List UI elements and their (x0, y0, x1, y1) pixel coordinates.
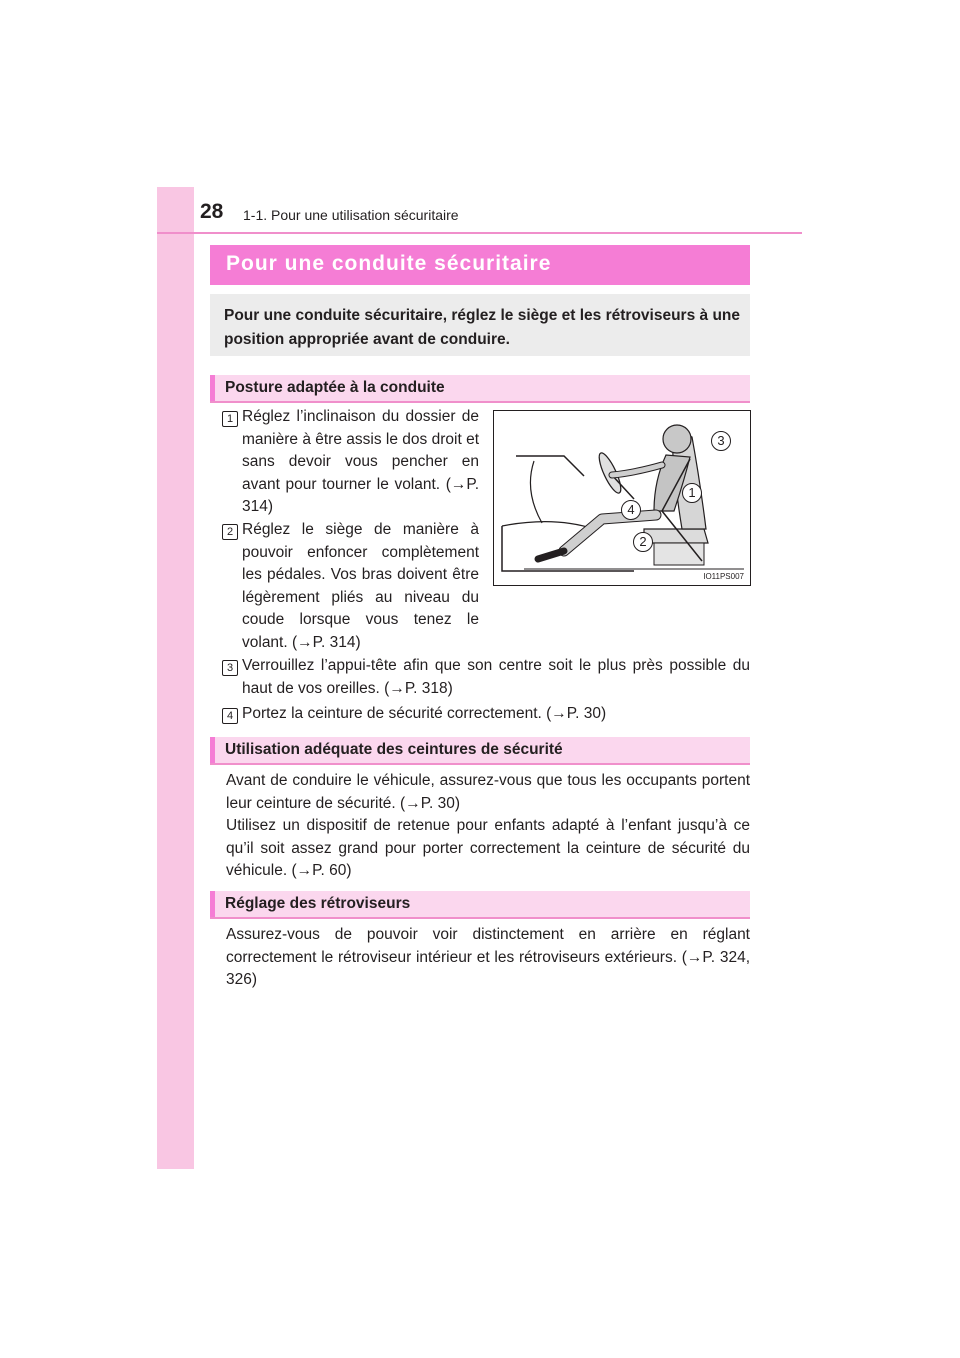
section-heading-posture (210, 375, 750, 403)
callout-1: 1 (682, 483, 702, 503)
section-heading-seatbelts (210, 737, 750, 765)
page-number: 28 (200, 200, 224, 223)
section-heading-text: Posture adaptée à la conduite (225, 379, 445, 396)
step-number-1: 1 (222, 411, 238, 427)
step-number-2: 2 (222, 524, 238, 540)
callout-2: 2 (633, 532, 653, 552)
side-color-strip (157, 187, 194, 1169)
mirrors-paragraph: Assurez-vous de pouvoir voir distinctement en arrière en réglant correctement le rétroviseur intérieur et les rétroviseurs extérieurs. (→P. 324, 326) (226, 926, 750, 988)
step-text-3: Verrouillez l’appui-tête afin que son centre soit le plus près possible du haut de vos oreilles. (→P. 318) (242, 657, 750, 697)
step-number-3: 3 (222, 660, 238, 676)
step-text-1: Réglez l’inclinaison du dossier de manière à être assis le dos droit et sans devoir vous pencher en avant pour tourner le volant. (→P. 314) (242, 408, 479, 515)
page-title-bar (210, 245, 750, 285)
intro-text: Pour une conduite sécuritaire, réglez le siège et les rétroviseurs à une position appropriée avant de conduire. (224, 307, 740, 348)
figure-code: IO11PS007 (703, 572, 744, 581)
intro-box (210, 294, 750, 356)
chapter-title: 1-1. Pour une utilisation sécuritaire (243, 207, 459, 223)
callout-3: 3 (711, 431, 731, 451)
section-heading-mirrors (210, 891, 750, 919)
callout-4: 4 (621, 500, 641, 520)
seatbelt-paragraph-2: Utilisez un dispositif de retenue pour enfants adapté à l’enfant jusqu’à ce qu’il soit assez grand pour porter correctement la ceinture de sécurité du véhicule. (→P. 60) (226, 817, 750, 879)
section-heading-text: Utilisation adéquate des ceintures de sécurité (225, 741, 563, 758)
page-title: Pour une conduite sécuritaire (226, 252, 552, 275)
driving-posture-illustration (493, 410, 751, 586)
header-divider (157, 232, 802, 234)
seatbelt-paragraph-1: Avant de conduire le véhicule, assurez-vous que tous les occupants portent leur ceinture de sécurité. (→P. 30) (226, 772, 750, 812)
step-text-4: Portez la ceinture de sécurité correctement. (→P. 30) (242, 705, 607, 722)
step-number-4: 4 (222, 708, 238, 724)
step-text-2: Réglez le siège de manière à pouvoir enfoncer complètement les pédales. Vos bras doivent être légèrement pliés au niveau du coude lorsque vous tenez le volant. (→P. 314) (242, 521, 479, 651)
section-heading-text: Réglage des rétroviseurs (225, 895, 411, 912)
